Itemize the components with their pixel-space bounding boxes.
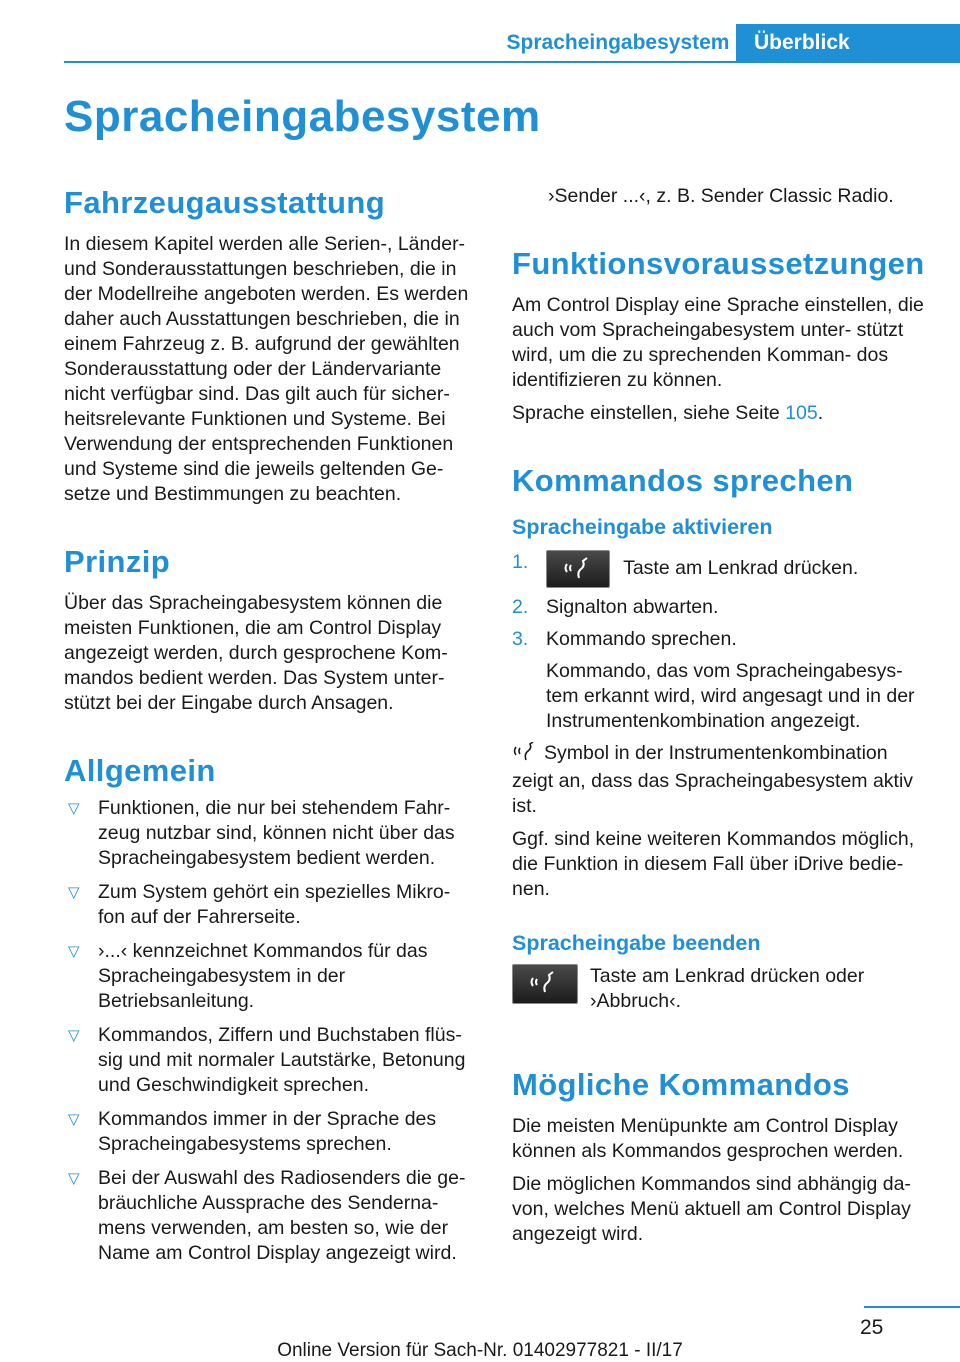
footer-text: Online Version für Sach-Nr. 01402977821 - II/17	[277, 1340, 683, 1361]
footer-rule	[864, 1306, 960, 1308]
paragraph-moegliche-2: Die möglichen Kommandos sind abhängig da- von, welches Menü aktuell am Control Display angezeigt wird.	[512, 1173, 911, 1245]
triangle-down-outline-icon: ▽	[68, 1170, 80, 1187]
subheading-spracheingabe-aktivieren: Spracheingabe aktivieren	[512, 515, 773, 539]
bullet-list-allgemein	[64, 796, 480, 1266]
heading-funktionsvoraussetzungen: Funktionsvoraussetzungen	[512, 246, 925, 281]
list-item: 1. Taste am Lenkrad drücken.	[512, 550, 930, 588]
list-item: ▽ Kommandos, Ziffern und Buchstaben flüs- sig und mit normaler Lautstärke, Betonung und Geschwindigkeit sprechen.	[68, 1024, 466, 1096]
right-column	[512, 184, 930, 1247]
list-item: 3. Kommando sprechen. Kommando, das vom Spracheingabesys- tem erkannt wird, wird angesagt und in der Instrumentenkombination angezeigt.	[512, 628, 915, 732]
end-text: Taste am Lenkrad drücken oder ›Abbruch‹.	[590, 965, 865, 1012]
list-item: ▽ Funktionen, die nur bei stehendem Fahr- zeug nutzbar sind, können nicht über das Spracheingabesystem bedient werden.	[68, 797, 455, 869]
paragraph-moegliche-1: Die meisten Menüpunkte am Control Display können als Kommandos gesprochen werden.	[512, 1115, 904, 1162]
left-column	[64, 184, 480, 1275]
header-section-label: Spracheingabesystem	[506, 31, 730, 54]
list-item: ▽ ›...‹ kennzeichnet Kommandos für das Spracheingabesystem in der Betriebsanleitung.	[68, 940, 428, 1012]
list-item: ▽ Bei der Auswahl des Radiosenders die ge- bräuchliche Aussprache des Senderna- mens verwenden, am besten so, wie der Name am Control Display angezeigt wird.	[68, 1167, 466, 1264]
page-link[interactable]: 105	[785, 402, 818, 424]
subheading-spracheingabe-beenden: Spracheingabe beenden	[512, 931, 761, 955]
triangle-down-outline-icon: ▽	[68, 884, 80, 901]
paragraph-sprache-einstellen: Sprache einstellen, siehe Seite 105.	[512, 402, 824, 424]
heading-allgemein: Allgemein	[64, 753, 216, 788]
list-item: 2. Signalton abwarten.	[512, 596, 719, 618]
list-item: ▽ Kommandos immer in der Sprache des Spracheingabesystems sprechen.	[68, 1108, 437, 1155]
continuation-text: ›Sender ...‹, z. B. Sender Classic Radio.	[548, 185, 894, 207]
end-row	[512, 964, 930, 1014]
heading-kommandos-sprechen: Kommandos sprechen	[512, 463, 854, 498]
paragraph-fahrzeugausstattung: In diesem Kapitel werden alle Serien-, Länder- und Sonderausstattungen beschrieben, die in der Modellreihe angeboten werden. Es werden daher auch Ausstattungen beschrieben, die in einem Fahrzeug z. B. aufgrund der gewählten Sonderausstattung oder der Ländervariante nicht verfügbar sind. Das gilt auch für sicher- heitsrelevante Funktionen und Systeme. Bei Verwendung der entsprechenden Funktionen und Systeme sind die jeweils geltenden Ge- setze und Bestimmungen zu beachten.	[64, 233, 469, 505]
triangle-down-outline-icon: ▽	[68, 943, 80, 960]
symbol-description: Symbol in der Instrumentenkombination zeigt an, dass das Spracheingabesystem aktiv ist.	[512, 742, 914, 817]
triangle-down-outline-icon: ▽	[68, 800, 80, 817]
paragraph-prinzip: Über das Spracheingabesystem können die meisten Funktionen, die am Control Display angezeigt werden, durch gesprochene Kom- mandos bedient werden. Das System unter- stützt bei der Eingabe durch Ansagen.	[64, 592, 448, 714]
heading-moegliche-kommandos: Mögliche Kommandos	[512, 1067, 850, 1102]
page-title: Spracheingabesystem	[64, 92, 541, 141]
heading-prinzip: Prinzip	[64, 544, 171, 579]
header-tab: Überblick	[736, 24, 960, 62]
triangle-down-outline-icon: ▽	[68, 1111, 80, 1128]
voice-button-icon	[546, 550, 610, 588]
voice-symbol-icon	[512, 742, 538, 769]
list-item: ▽ Zum System gehört ein spezielles Mikro- fon auf der Fahrerseite.	[68, 881, 451, 928]
header-rule	[64, 61, 960, 63]
step3-detail: Kommando, das vom Spracheingabesys- tem erkannt wird, wird angesagt und in der Instrumentenkombination angezeigt.	[546, 660, 915, 732]
page-number: 25	[860, 1316, 884, 1339]
paragraph-funktionsvoraussetzungen: Am Control Display eine Sprache einstellen, die auch vom Spracheingabesystem unter- stützt wird, um die zu sprechenden Komman- dos identifizieren zu können.	[512, 294, 924, 391]
voice-button-icon	[512, 964, 578, 1004]
note-paragraph: Ggf. sind keine weiteren Kommandos möglich, die Funktion in diesem Fall über iDrive bedie- nen.	[512, 828, 915, 900]
steps-list	[512, 550, 930, 734]
heading-fahrzeugausstattung: Fahrzeugausstattung	[64, 185, 386, 220]
triangle-down-outline-icon: ▽	[68, 1027, 80, 1044]
